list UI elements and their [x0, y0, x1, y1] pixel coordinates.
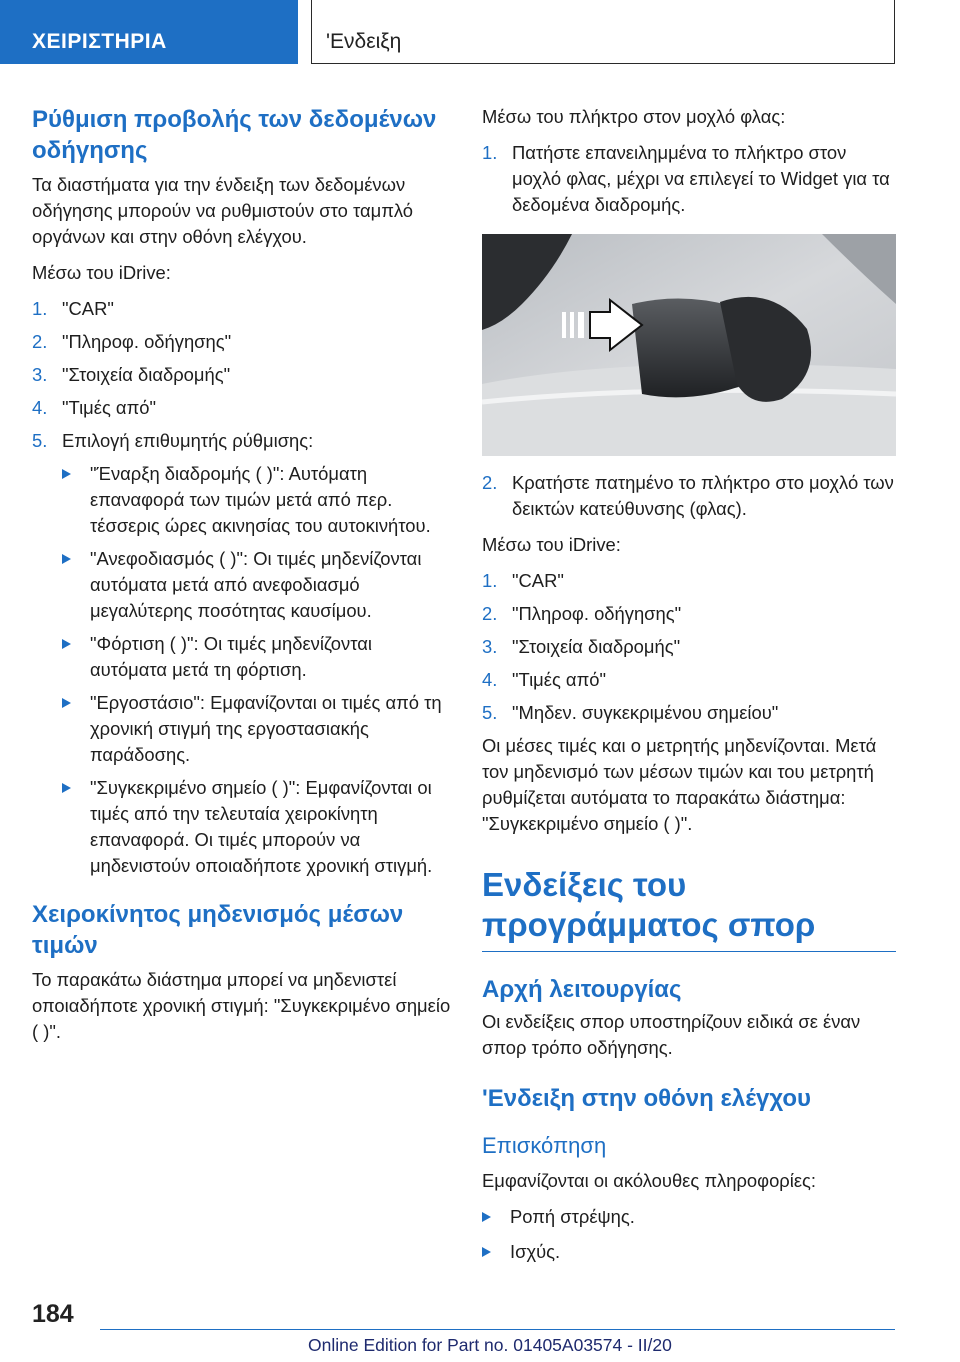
info-item-power: Ισχύς. [482, 1239, 896, 1265]
footer-divider [100, 1329, 895, 1330]
via-idrive-label: Μέσω του iDrive: [482, 534, 621, 555]
paragraph-manual-reset: Το παρακάτω διάστημα μπορεί να μηδενιστεί οποιαδήποτε χρονική στιγμή: "Συγκεκριμένο σημείο ( )". [32, 969, 451, 1042]
via-idrive-label: Μέσω του iDrive: [32, 262, 171, 283]
list-item: 3. "Στοιχεία διαδρομής" [482, 636, 681, 657]
sport-heading-block [482, 865, 896, 952]
option-specific-point: "Συγκεκριμένο σημείο ( )": Εμφανίζονται οι τιμές από την τελευταία χειροκίνητη επαναφορά. Οι τιμές μπορούν να μηδενιστούν οποιαδήποτε χρονική στιγμή. [32, 775, 452, 879]
bullet-triangle-icon [62, 554, 71, 564]
bullet-triangle-icon [62, 698, 71, 708]
list-item: 2. "Πληροφ. οδήγησης" [32, 331, 232, 352]
heading-control-display: 'Ενδειξη στην οθόνη ελέγχου [482, 1085, 811, 1112]
heading-manual-reset: Χειροκίνητος μηδενισμός μέσων τιμών [32, 901, 404, 959]
option-refuel: "Ανεφοδιασμός ( )": Οι τιμές μηδενίζονται αυτόματα μετά από ανεφοδιασμό μεγαλύτερης ποσότητας καυσίμου. [32, 546, 452, 624]
footer-edition: Online Edition for Part no. 01405A03574 - II/20 [308, 1335, 672, 1355]
heading-overview: Επισκόπηση [482, 1133, 607, 1158]
heading-sport-displays: Ενδείξεις του προγράμματος σπορ [482, 866, 816, 943]
paragraph-overview: Εμφανίζονται οι ακόλουθες πληροφορίες: [482, 1170, 817, 1191]
bullet-triangle-icon [62, 469, 71, 479]
section-tab: ΧΕΙΡΙΣΤΗΡΙΑ [0, 0, 298, 64]
paragraph-reset-result: Οι μέσες τιμές και ο μετρητής μηδενίζονται. Μετά τον μηδενισμό των μέσων τιμών και του μετρητή ρυθμίζεται αυτόματα το παρακάτω διάστημα: "Συγκεκριμένο σημείο ( )". [482, 735, 877, 834]
list-item: 4. "Τιμές από" [482, 669, 607, 690]
bullet-triangle-icon [482, 1247, 491, 1257]
bullet-triangle-icon [62, 639, 71, 649]
list-item: 1. "CAR" [482, 570, 564, 591]
heading-adjust-display: Ρύθμιση προβολής των δεδομένων οδήγησης [32, 106, 437, 164]
topic-header: 'Ενδειξη [311, 0, 895, 64]
option-charging: "Φόρτιση ( )": Οι τιμές μηδενίζονται αυτόματα μετά τη φόρτιση. [32, 631, 452, 683]
via-button-label: Μέσω του πλήκτρο στον μοχλό φλας: [482, 106, 786, 127]
paragraph-principle: Οι ενδείξεις σπορ υποστηρίζουν ειδικά σε έναν σπορ τρόπο οδήγησης. [482, 1011, 861, 1058]
page-number: 184 [32, 1300, 74, 1328]
option-factory: "Εργοστάσιο": Εμφανίζονται οι τιμές από τη χρονική στιγμή της εργοστασιακής παράδοσης. [32, 690, 452, 768]
lever-button-icon [482, 234, 896, 456]
heading-principle: Αρχή λειτουργίας [482, 976, 682, 1003]
option-trip-start: "Έναρξη διαδρομής ( )": Αυτόματη επαναφορά των τιμών μετά από περ. τέσσερις ώρες ακινησίας του αυτοκινήτου. [32, 461, 452, 539]
list-item: 1. "CAR" [32, 298, 114, 319]
list-item: 4. "Τιμές από" [32, 397, 157, 418]
right-column [482, 104, 896, 1265]
left-column [32, 104, 452, 1045]
bullet-triangle-icon [482, 1212, 491, 1222]
list-item: 1. Πατήστε επανειλημμένα το πλήκτρο στον μοχλό φλας, μέχρι να επιλεγεί το Widget για τα δεδομένα διαδρομής. [482, 142, 890, 215]
paragraph-adjust: Τα διαστήματα για την ένδειξη των δεδομένων οδήγησης μπορούν να ρυθμιστούν στο ταμπλό οργάνων και στην οθόνη ελέγχου. [32, 174, 414, 247]
turn-signal-lever-illustration [482, 234, 896, 456]
bullet-triangle-icon [62, 783, 71, 793]
list-item: 3. "Στοιχεία διαδρομής" [32, 364, 231, 385]
list-item: 5. Επιλογή επιθυμητής ρύθμισης: [32, 430, 314, 451]
list-item: 5. "Μηδεν. συγκεκριμένου σημείου" [482, 702, 779, 723]
list-item: 2. "Πληροφ. οδήγησης" [482, 603, 682, 624]
list-item: 2. Κρατήστε πατημένο το πλήκτρο στο μοχλό των δεικτών κατεύθυνσης (φλας). [482, 472, 894, 519]
info-item-torque: Ροπή στρέψης. [482, 1204, 896, 1230]
